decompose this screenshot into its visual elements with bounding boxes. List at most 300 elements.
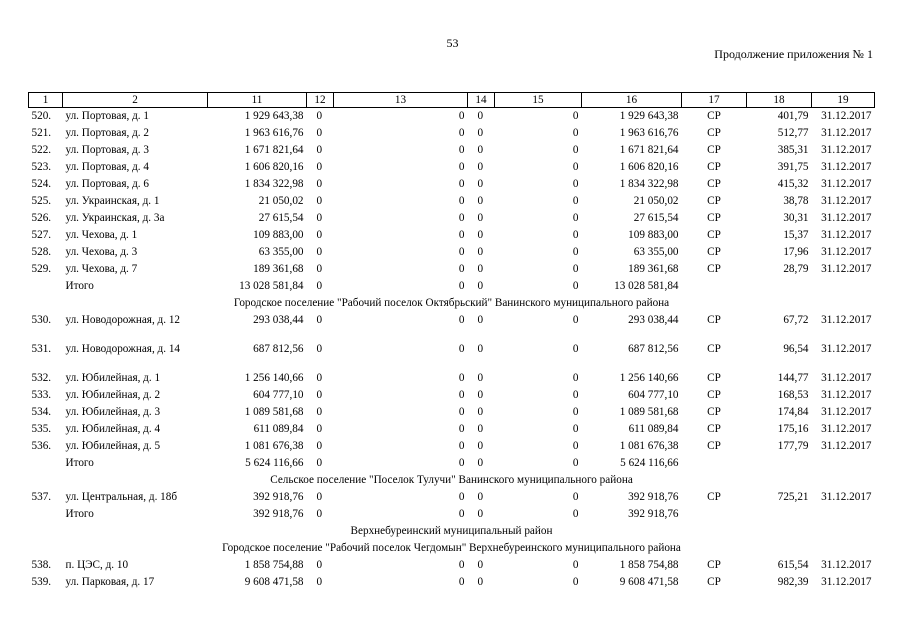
cell-c12: 0 <box>316 508 323 520</box>
cell-row-number: 525. <box>31 195 52 207</box>
cell-c17: СР <box>707 195 721 207</box>
cell-address: ул. Портовая, д. 1 <box>65 110 149 122</box>
cell-c15: 0 <box>572 508 579 520</box>
cell-c13: 0 <box>458 389 465 401</box>
cell-c16: 63 355,00 <box>633 246 679 258</box>
cell-c16: 21 050,02 <box>633 195 679 207</box>
cell-c18: 615,54 <box>777 559 809 571</box>
cell-c12: 0 <box>316 406 323 418</box>
total-label: Итого <box>65 280 94 292</box>
cell-c11: 63 355,00 <box>258 246 304 258</box>
cell-c15: 0 <box>572 314 579 326</box>
cell-c14: 0 <box>477 161 484 173</box>
cell-c13: 0 <box>458 212 465 224</box>
cell-c18: 17,96 <box>783 246 809 258</box>
cell-row-number: 533. <box>31 389 52 401</box>
cell-c16: 392 918,76 <box>628 508 679 520</box>
cell-c19: 31.12.2017 <box>821 491 872 503</box>
total-label: Итого <box>65 457 94 469</box>
cell-c15: 0 <box>572 110 579 122</box>
cell-c13: 0 <box>458 457 465 469</box>
col-header: 18 <box>747 93 812 108</box>
cell-c16: 604 777,10 <box>628 389 679 401</box>
cell-c14: 0 <box>477 457 484 469</box>
region-header-row <box>29 540 875 557</box>
cell-c13: 0 <box>458 508 465 520</box>
table-row <box>29 261 875 278</box>
cell-c13: 0 <box>458 440 465 452</box>
cell-c18: 144,77 <box>777 372 809 384</box>
cell-row-number: 530. <box>31 314 52 326</box>
cell-address: ул. Чехова, д. 7 <box>65 263 138 275</box>
cell-row-number: 529. <box>31 263 52 275</box>
col-header: 11 <box>208 93 307 108</box>
cell-row-number: 537. <box>31 491 52 503</box>
cell-c13: 0 <box>458 423 465 435</box>
cell-c18: 177,79 <box>777 440 809 452</box>
cell-address: ул. Парковая, д. 17 <box>65 576 155 588</box>
cell-c11: 1 858 754,88 <box>244 559 304 571</box>
cell-c12: 0 <box>316 491 323 503</box>
cell-c15: 0 <box>572 423 579 435</box>
cell-c13: 0 <box>458 178 465 190</box>
table-row <box>29 489 875 506</box>
cell-c19: 31.12.2017 <box>821 110 872 122</box>
cell-c17: СР <box>707 110 721 122</box>
cell-c16: 611 089,84 <box>628 423 679 435</box>
cell-c17: СР <box>707 144 721 156</box>
cell-c12: 0 <box>316 229 323 241</box>
cell-row-number: 521. <box>31 127 52 139</box>
cell-c18: 391,75 <box>777 161 809 173</box>
cell-c11: 21 050,02 <box>258 195 304 207</box>
col-header: 12 <box>307 93 334 108</box>
table-row <box>29 159 875 176</box>
cell-c19: 31.12.2017 <box>821 559 872 571</box>
cell-c16: 109 883,00 <box>628 229 679 241</box>
table-row <box>29 574 875 591</box>
cell-c19: 31.12.2017 <box>821 178 872 190</box>
cell-c11: 13 028 581,84 <box>239 280 304 292</box>
cell-c15: 0 <box>572 161 579 173</box>
cell-c13: 0 <box>458 576 465 588</box>
cell-c11: 611 089,84 <box>253 423 304 435</box>
cell-c19: 31.12.2017 <box>821 212 872 224</box>
cell-row-number: 534. <box>31 406 52 418</box>
cell-c17: СР <box>707 406 721 418</box>
cell-address: ул. Юбилейная, д. 4 <box>65 423 161 435</box>
cell-c19: 31.12.2017 <box>821 144 872 156</box>
cell-c16: 1 089 581,68 <box>619 406 679 418</box>
col-header: 16 <box>582 93 682 108</box>
cell-c18: 385,31 <box>777 144 809 156</box>
cell-c11: 1 606 820,16 <box>244 161 304 173</box>
cell-c13: 0 <box>458 195 465 207</box>
cell-c15: 0 <box>572 457 579 469</box>
cell-c15: 0 <box>572 229 579 241</box>
cell-c15: 0 <box>572 127 579 139</box>
cell-c14: 0 <box>477 127 484 139</box>
cell-row-number: 522. <box>31 144 52 156</box>
cell-c19: 31.12.2017 <box>821 195 872 207</box>
cell-address: ул. Чехова, д. 1 <box>65 229 138 241</box>
cell-c15: 0 <box>572 178 579 190</box>
cell-c19: 31.12.2017 <box>821 246 872 258</box>
table-row <box>29 312 875 341</box>
cell-row-number: 539. <box>31 576 52 588</box>
cell-address: ул. Юбилейная, д. 1 <box>65 372 161 384</box>
cell-empty <box>29 455 63 472</box>
cell-c15: 0 <box>572 280 579 292</box>
cell-c11: 1 671 821,64 <box>244 144 304 156</box>
cell-c17: СР <box>707 212 721 224</box>
cell-c17: СР <box>707 343 721 355</box>
cell-c15: 0 <box>572 440 579 452</box>
cell-c17: СР <box>707 491 721 503</box>
cell-c17: СР <box>707 314 721 326</box>
cell-c14: 0 <box>477 195 484 207</box>
cell-c13: 0 <box>458 343 465 355</box>
cell-c16: 1 256 140,66 <box>619 372 679 384</box>
cell-c14: 0 <box>477 576 484 588</box>
page-number: 53 <box>446 36 459 50</box>
col-header: 1 <box>29 93 63 108</box>
region-header-row <box>29 472 875 489</box>
cell-empty <box>812 455 875 472</box>
cell-c15: 0 <box>572 195 579 207</box>
cell-c16: 1 858 754,88 <box>619 559 679 571</box>
table-row <box>29 142 875 159</box>
cell-c16: 687 812,56 <box>628 343 679 355</box>
cell-c17: СР <box>707 127 721 139</box>
cell-c12: 0 <box>316 178 323 190</box>
cell-c16: 1 671 821,64 <box>619 144 679 156</box>
cell-c19: 31.12.2017 <box>821 576 872 588</box>
cell-c18: 725,21 <box>777 491 809 503</box>
col-header: 17 <box>682 93 747 108</box>
table-row <box>29 176 875 193</box>
cell-c16: 5 624 116,66 <box>620 457 679 469</box>
cell-c14: 0 <box>477 212 484 224</box>
cell-c16: 1 081 676,38 <box>619 440 679 452</box>
cell-c16: 189 361,68 <box>628 263 679 275</box>
cell-row-number: 536. <box>31 440 52 452</box>
cell-row-number: 528. <box>31 246 52 258</box>
table-row <box>29 244 875 261</box>
cell-address: ул. Портовая, д. 2 <box>65 127 149 139</box>
cell-c12: 0 <box>316 457 323 469</box>
cell-c14: 0 <box>477 491 484 503</box>
total-row <box>29 278 875 295</box>
cell-empty <box>682 455 747 472</box>
cell-c16: 1 606 820,16 <box>619 161 679 173</box>
cell-c12: 0 <box>316 212 323 224</box>
cell-c14: 0 <box>477 343 484 355</box>
region-title: Городское поселение "Рабочий поселок Чегдомын" Верхнебуреинского муниципального района <box>222 542 681 554</box>
cell-c15: 0 <box>572 491 579 503</box>
cell-c18: 15,37 <box>783 229 809 241</box>
cell-address: ул. Чехова, д. 3 <box>65 246 138 258</box>
cell-empty <box>682 278 747 295</box>
cell-address: ул. Украинская, д. 3а <box>65 212 165 224</box>
cell-c16: 13 028 581,84 <box>614 280 679 292</box>
cell-empty <box>812 278 875 295</box>
cell-c14: 0 <box>477 314 484 326</box>
cell-c16: 392 918,76 <box>628 491 679 503</box>
cell-empty <box>747 506 812 523</box>
table-row <box>29 387 875 404</box>
cell-c13: 0 <box>458 229 465 241</box>
cell-c14: 0 <box>477 280 484 292</box>
cell-address: ул. Юбилейная, д. 5 <box>65 440 161 452</box>
table-row <box>29 125 875 142</box>
cell-c14: 0 <box>477 440 484 452</box>
total-row <box>29 455 875 472</box>
cell-c15: 0 <box>572 343 579 355</box>
cell-c11: 5 624 116,66 <box>245 457 304 469</box>
cell-empty <box>747 455 812 472</box>
cell-c11: 189 361,68 <box>253 263 304 275</box>
cell-c19: 31.12.2017 <box>821 161 872 173</box>
cell-c11: 1 256 140,66 <box>244 372 304 384</box>
cell-c12: 0 <box>316 280 323 292</box>
cell-c14: 0 <box>477 263 484 275</box>
cell-c17: СР <box>707 178 721 190</box>
cell-c18: 982,39 <box>777 576 809 588</box>
col-header: 14 <box>468 93 495 108</box>
cell-c17: СР <box>707 423 721 435</box>
housing-table <box>28 92 875 591</box>
cell-c14: 0 <box>477 178 484 190</box>
col-header: 13 <box>334 93 468 108</box>
cell-address: п. ЦЭС, д. 10 <box>65 559 129 571</box>
cell-c18: 415,32 <box>777 178 809 190</box>
cell-c18: 401,79 <box>777 110 809 122</box>
cell-c13: 0 <box>458 372 465 384</box>
cell-c15: 0 <box>572 144 579 156</box>
table-row <box>29 210 875 227</box>
cell-empty <box>29 278 63 295</box>
cell-c12: 0 <box>316 110 323 122</box>
cell-c13: 0 <box>458 110 465 122</box>
table-row <box>29 404 875 421</box>
cell-c13: 0 <box>458 161 465 173</box>
cell-row-number: 520. <box>31 110 52 122</box>
cell-c14: 0 <box>477 229 484 241</box>
cell-c18: 38,78 <box>783 195 809 207</box>
cell-c19: 31.12.2017 <box>821 406 872 418</box>
col-header: 2 <box>63 93 208 108</box>
cell-c13: 0 <box>458 491 465 503</box>
cell-c15: 0 <box>572 389 579 401</box>
cell-row-number: 523. <box>31 161 52 173</box>
cell-c11: 1 929 643,38 <box>244 110 304 122</box>
cell-address: ул. Портовая, д. 4 <box>65 161 149 173</box>
cell-address: ул. Украинская, д. 1 <box>65 195 160 207</box>
cell-c18: 67,72 <box>783 314 809 326</box>
cell-address: ул. Новодорожная, д. 14 <box>65 343 181 355</box>
cell-c18: 168,53 <box>777 389 809 401</box>
cell-c11: 392 918,76 <box>253 491 304 503</box>
cell-c14: 0 <box>477 144 484 156</box>
cell-c16: 27 615,54 <box>633 212 679 224</box>
cell-c14: 0 <box>477 508 484 520</box>
table-body <box>29 108 875 592</box>
cell-empty <box>29 506 63 523</box>
cell-empty <box>747 278 812 295</box>
cell-c19: 31.12.2017 <box>821 343 872 355</box>
cell-c19: 31.12.2017 <box>821 229 872 241</box>
cell-c16: 1 834 322,98 <box>619 178 679 190</box>
cell-c14: 0 <box>477 389 484 401</box>
cell-c19: 31.12.2017 <box>821 423 872 435</box>
cell-c11: 687 812,56 <box>253 343 304 355</box>
cell-c13: 0 <box>458 406 465 418</box>
cell-c17: СР <box>707 246 721 258</box>
cell-c18: 175,16 <box>777 423 809 435</box>
region-title: Верхнебуреинский муниципальный район <box>350 525 553 537</box>
cell-c13: 0 <box>458 314 465 326</box>
cell-c19: 31.12.2017 <box>821 263 872 275</box>
cell-c18: 30,31 <box>783 212 809 224</box>
cell-c14: 0 <box>477 559 484 571</box>
continuation-note: Продолжение приложения № 1 <box>714 47 873 61</box>
table-row <box>29 108 875 126</box>
cell-c15: 0 <box>572 372 579 384</box>
cell-c14: 0 <box>477 423 484 435</box>
cell-c19: 31.12.2017 <box>821 372 872 384</box>
cell-row-number: 527. <box>31 229 52 241</box>
cell-c17: СР <box>707 389 721 401</box>
cell-address: ул. Новодорожная, д. 12 <box>65 314 181 326</box>
header-row <box>29 93 875 108</box>
cell-c13: 0 <box>458 144 465 156</box>
cell-c12: 0 <box>316 144 323 156</box>
region-header-row <box>29 523 875 540</box>
cell-c12: 0 <box>316 559 323 571</box>
cell-address: ул. Центральная, д. 18б <box>65 491 178 503</box>
cell-c17: СР <box>707 559 721 571</box>
table-row <box>29 227 875 244</box>
col-header: 19 <box>812 93 875 108</box>
cell-c11: 1 834 322,98 <box>244 178 304 190</box>
cell-c13: 0 <box>458 280 465 292</box>
cell-c17: СР <box>707 372 721 384</box>
cell-row-number: 531. <box>31 343 52 355</box>
cell-c15: 0 <box>572 246 579 258</box>
cell-c19: 31.12.2017 <box>821 389 872 401</box>
cell-c16: 9 608 471,58 <box>619 576 679 588</box>
cell-c15: 0 <box>572 263 579 275</box>
cell-c12: 0 <box>316 389 323 401</box>
region-title: Сельское поселение "Поселок Тулучи" Ванинского муниципального района <box>270 474 633 486</box>
cell-c12: 0 <box>316 195 323 207</box>
table-row <box>29 438 875 455</box>
cell-c11: 604 777,10 <box>253 389 304 401</box>
cell-c18: 96,54 <box>783 343 809 355</box>
table-row <box>29 557 875 574</box>
cell-row-number: 524. <box>31 178 52 190</box>
cell-c15: 0 <box>572 212 579 224</box>
region-title: Городское поселение "Рабочий поселок Октябрьский" Ванинского муниципального района <box>233 297 670 309</box>
cell-c11: 9 608 471,58 <box>244 576 304 588</box>
cell-c11: 392 918,76 <box>253 508 304 520</box>
col-header: 15 <box>495 93 582 108</box>
cell-address: ул. Портовая, д. 6 <box>65 178 149 190</box>
cell-c12: 0 <box>316 423 323 435</box>
cell-address: ул. Юбилейная, д. 2 <box>65 389 161 401</box>
cell-row-number: 526. <box>31 212 52 224</box>
cell-c19: 31.12.2017 <box>821 440 872 452</box>
cell-c14: 0 <box>477 246 484 258</box>
cell-c18: 28,79 <box>783 263 809 275</box>
cell-c15: 0 <box>572 576 579 588</box>
cell-c17: СР <box>707 440 721 452</box>
cell-c18: 174,84 <box>777 406 809 418</box>
cell-c11: 1 081 676,38 <box>244 440 304 452</box>
cell-c12: 0 <box>316 440 323 452</box>
cell-c16: 1 929 643,38 <box>619 110 679 122</box>
cell-c12: 0 <box>316 263 323 275</box>
cell-c19: 31.12.2017 <box>821 127 872 139</box>
cell-c18: 512,77 <box>777 127 809 139</box>
total-label: Итого <box>65 508 94 520</box>
cell-c14: 0 <box>477 406 484 418</box>
cell-empty <box>812 506 875 523</box>
cell-c13: 0 <box>458 127 465 139</box>
cell-c12: 0 <box>316 314 323 326</box>
cell-row-number: 532. <box>31 372 52 384</box>
cell-c11: 1 089 581,68 <box>244 406 304 418</box>
cell-c15: 0 <box>572 559 579 571</box>
cell-c12: 0 <box>316 372 323 384</box>
cell-c16: 293 038,44 <box>628 314 679 326</box>
cell-empty <box>682 506 747 523</box>
cell-c13: 0 <box>458 263 465 275</box>
cell-address: ул. Портовая, д. 3 <box>65 144 149 156</box>
cell-c11: 293 038,44 <box>253 314 304 326</box>
cell-c13: 0 <box>458 246 465 258</box>
cell-c13: 0 <box>458 559 465 571</box>
table-row <box>29 193 875 210</box>
table-row <box>29 370 875 387</box>
cell-c17: СР <box>707 576 721 588</box>
cell-c17: СР <box>707 161 721 173</box>
cell-c17: СР <box>707 229 721 241</box>
cell-c12: 0 <box>316 127 323 139</box>
cell-c12: 0 <box>316 161 323 173</box>
cell-c11: 1 963 616,76 <box>244 127 304 139</box>
cell-address: ул. Юбилейная, д. 3 <box>65 406 161 418</box>
table-row <box>29 341 875 370</box>
total-row <box>29 506 875 523</box>
cell-row-number: 535. <box>31 423 52 435</box>
cell-c14: 0 <box>477 110 484 122</box>
cell-c19: 31.12.2017 <box>821 314 872 326</box>
cell-c12: 0 <box>316 246 323 258</box>
cell-c14: 0 <box>477 372 484 384</box>
cell-c17: СР <box>707 263 721 275</box>
cell-c16: 1 963 616,76 <box>619 127 679 139</box>
table-row <box>29 421 875 438</box>
cell-c15: 0 <box>572 406 579 418</box>
cell-c12: 0 <box>316 576 323 588</box>
cell-c11: 109 883,00 <box>253 229 304 241</box>
region-header-row <box>29 295 875 312</box>
cell-row-number: 538. <box>31 559 52 571</box>
cell-c11: 27 615,54 <box>258 212 304 224</box>
cell-c12: 0 <box>316 343 323 355</box>
